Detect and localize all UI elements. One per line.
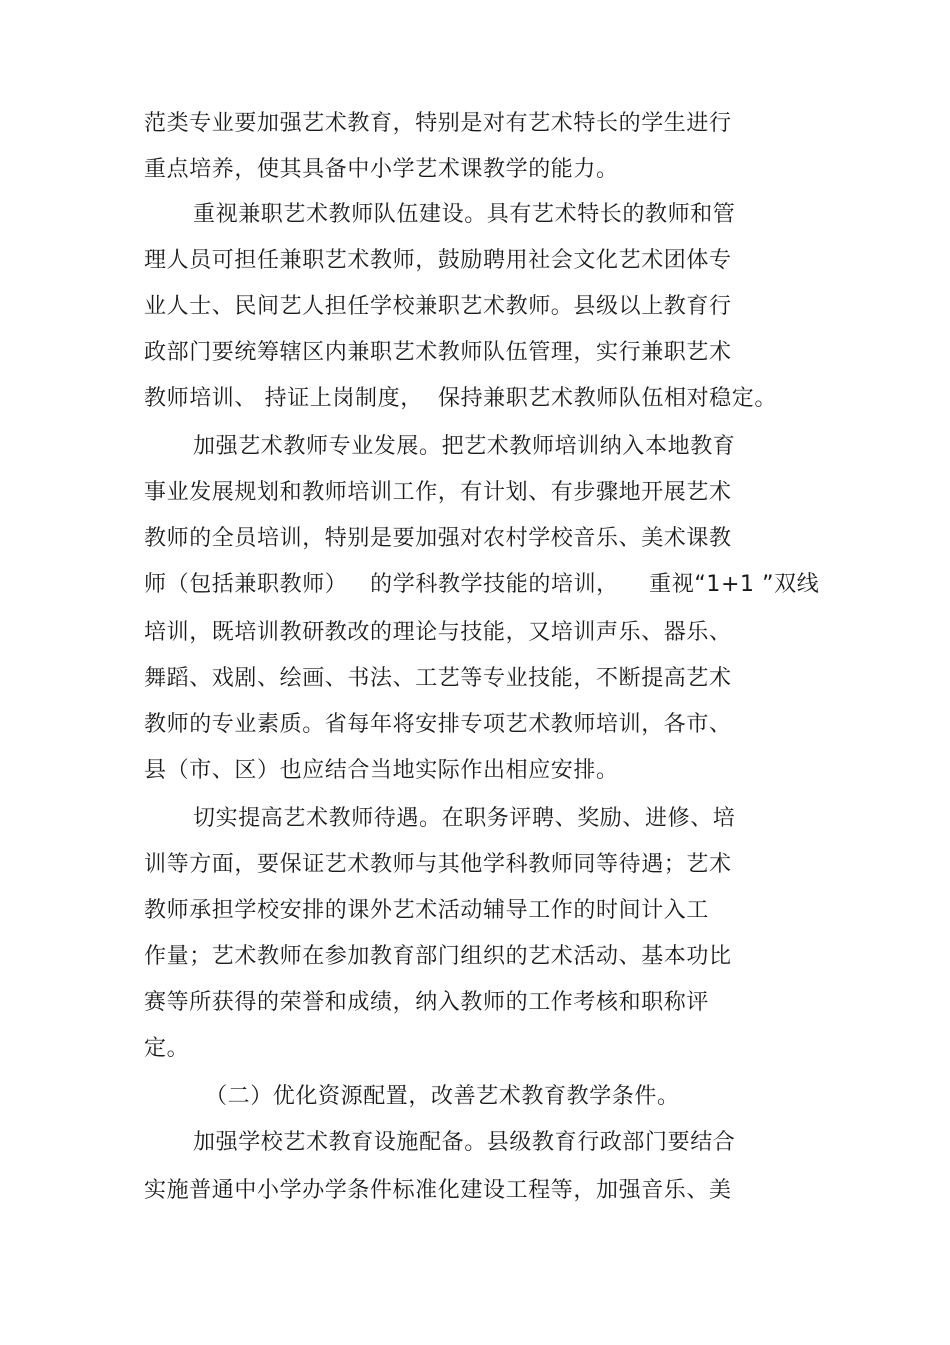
text-line: 县（市、区）也应结合当地实际作出相应安排。 — [144, 758, 619, 783]
paragraph-start-line: 重视兼职艺术教师队伍建设。具有艺术特长的教师和管 — [193, 202, 736, 227]
text-line: 事业发展规划和教师培训工作，有计划、有步骤地开展艺术 — [144, 480, 732, 505]
text-line: 训等方面，要保证艺术教师与其他学科教师同等待遇；艺术 — [144, 852, 732, 877]
text-line: 定。 — [144, 1036, 190, 1061]
text-line: 重点培养，使其具备中小学艺术课教学的能力。 — [144, 157, 619, 182]
text-line: 教师的专业素质。省每年将安排专项艺术教师培训，各市、 — [144, 712, 732, 737]
text-line: 实施普通中小学办学条件标准化建设工程等，加强音乐、美 — [144, 1178, 732, 1203]
text-line: 业人士、民间艺人担任学校兼职艺术教师。县级以上教育行 — [144, 294, 732, 319]
text-line: 理人员可担任兼职艺术教师，鼓励聘用社会文化艺术团体专 — [144, 248, 732, 273]
section-heading: （二）优化资源配置，改善艺术教育教学条件。 — [205, 1084, 680, 1109]
text-line: 赛等所获得的荣誉和成绩，纳入教师的工作考核和职称评 — [144, 990, 710, 1015]
text-line: 教师的全员培训，特别是要加强对农村学校音乐、美术课教 — [144, 526, 732, 551]
text-line: 教师培训、 持证上岗制度， 保持兼职艺术教师队伍相对稳定。 — [144, 386, 777, 411]
text-line: 政部门要统筹辖区内兼职艺术教师队伍管理，实行兼职艺术 — [144, 340, 732, 365]
text-line: 范类专业要加强艺术教育，特别是对有艺术特长的学生进行 — [144, 111, 732, 136]
text-line: 作量；艺术教师在参加教育部门组织的艺术活动、基本功比 — [144, 944, 732, 969]
paragraph-start-line: 加强艺术教师专业发展。把艺术教师培训纳入本地教育 — [193, 434, 736, 459]
text-line: 教师承担学校安排的课外艺术活动辅导工作的时间计入工 — [144, 898, 710, 923]
paragraph-start-line: 加强学校艺术教育设施配备。县级教育行政部门要结合 — [193, 1130, 736, 1155]
paragraph-start-line: 切实提高艺术教师待遇。在职务评聘、奖励、进修、培 — [193, 806, 736, 831]
text-line: 师（包括兼职教师） 的学科教学技能的培训， 重视“1+1 ”双线 — [144, 572, 820, 597]
text-line: 舞蹈、戏剧、绘画、书法、工艺等专业技能，不断提高艺术 — [144, 666, 732, 691]
text-line: 培训，既培训教研教改的理论与技能，又培训声乐、器乐、 — [144, 620, 732, 645]
